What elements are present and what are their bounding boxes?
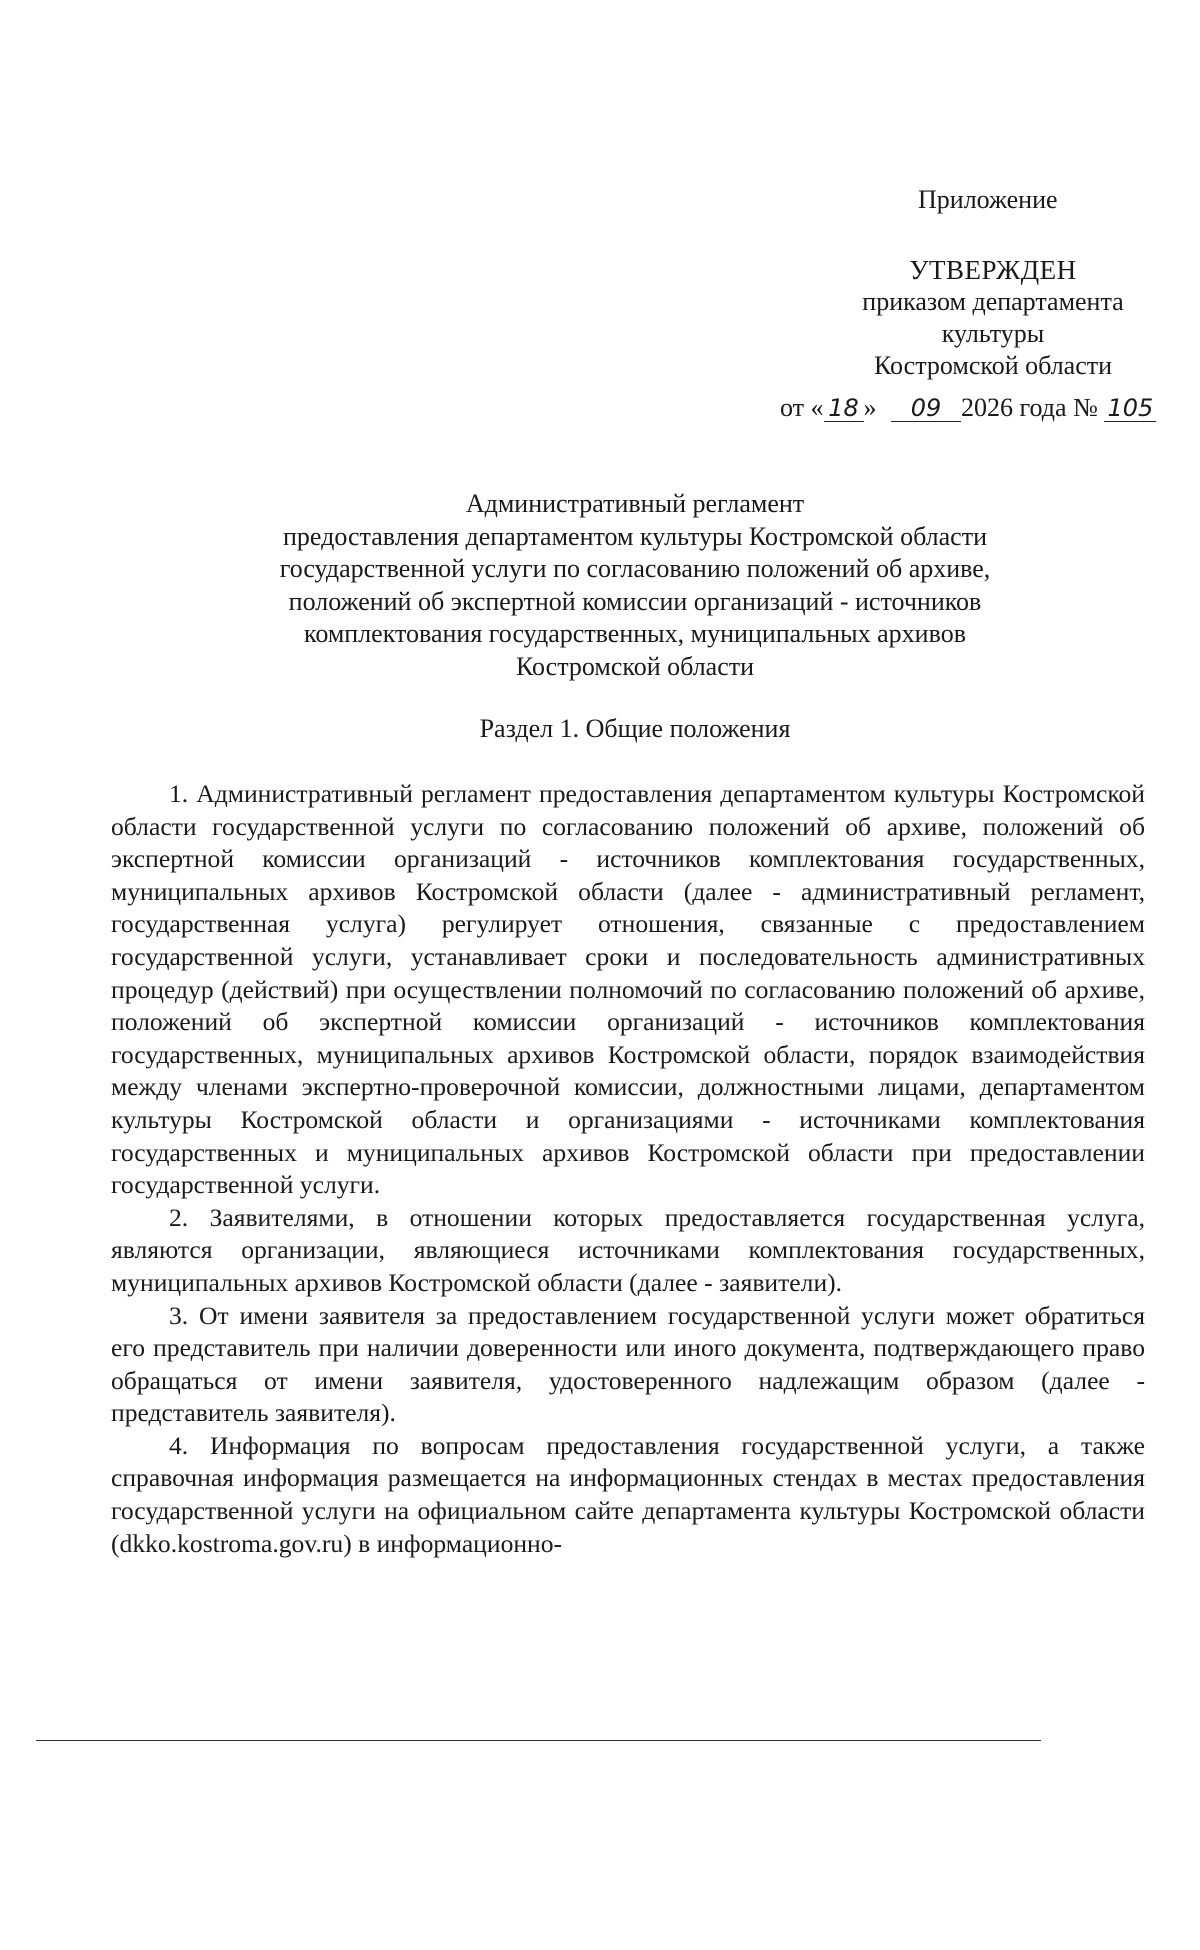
approved-label: УТВЕРЖДЕН xyxy=(909,255,1077,285)
title-line: положений об экспертной комиссии организаций - источников xyxy=(288,586,982,616)
title-line: предоставления департаментом культуры Костромской области xyxy=(283,521,987,551)
title-line: Костромской области xyxy=(515,651,755,681)
document-body xyxy=(111,778,1145,1560)
handwritten-day: 18 xyxy=(824,395,864,422)
paragraph-2: 2. Заявителями, в отношении которых предоставляется государственная услуга, являются организации, являющиеся источниками комплектования государственных, муниципальных архивов Костромской области (далее - заявители). xyxy=(111,1202,1145,1297)
footer-rule xyxy=(36,1740,1041,1741)
paragraph-1: 1. Административный регламент предоставления департаментом культуры Костромской области государственной услуги по согласованию положений об архиве, положений об экспертной комиссии организаций - источников комплектования государственных, муниципальных архивов Костромской области (далее - административный регламент, государственная услуга) регулирует отношения, связанные с предоставлением государственной услуги, устанавливает сроки и последовательность административных процедур (действий) при осуществлении полномочий по согласованию положений об архиве, положений об экспертной комиссии организаций - источников комплектования государственных, муниципальных архивов Костромской области, порядок взаимодействия между членами экспертно-проверочной комиссии, должностными лицами, департаментом культуры Костромской области и организациями - источниками комплектования государственных и муниципальных архивов Костромской области при предоставлении государственной услуги. xyxy=(111,779,1145,1200)
section-heading: Раздел 1. Общие положения xyxy=(479,714,791,743)
title-line: комплектования государственных, муниципальных архивов xyxy=(304,619,966,648)
title-line: Административный регламент xyxy=(465,489,805,518)
approval-line: приказом департамента xyxy=(862,287,1124,316)
handwritten-number: 105 xyxy=(1104,395,1156,422)
date-mid: » xyxy=(863,393,877,422)
handwritten-month: 09 xyxy=(891,395,961,422)
approval-line: Костромской области xyxy=(873,351,1113,380)
order-date-line xyxy=(780,393,1156,423)
date-prefix: от « xyxy=(780,393,824,422)
approval-line: культуры xyxy=(941,319,1045,348)
document-title xyxy=(180,488,1090,683)
approval-block xyxy=(838,200,1148,382)
paragraph-3: 3. От имени заявителя за предоставлением государственной услуги может обратиться его представитель при наличии доверенности или иного документа, подтверждающего право обращаться от имени заявителя, удостоверенного надлежащим образом (далее - представитель заявителя). xyxy=(111,1300,1145,1428)
date-year: 2026 года № xyxy=(961,393,1098,422)
title-line: государственной услуги по согласованию положений об архиве, xyxy=(279,554,991,583)
appendix-label: Приложение xyxy=(918,185,1058,214)
paragraph-4: 4. Информация по вопросам предоставления государственной услуги, а также справочная информация размещается на информационных стендах в местах предоставления государственной услуги на официальном сайте департамента культуры Костромской области (dkko.kostroma.gov.ru) в информационно- xyxy=(111,1430,1145,1558)
